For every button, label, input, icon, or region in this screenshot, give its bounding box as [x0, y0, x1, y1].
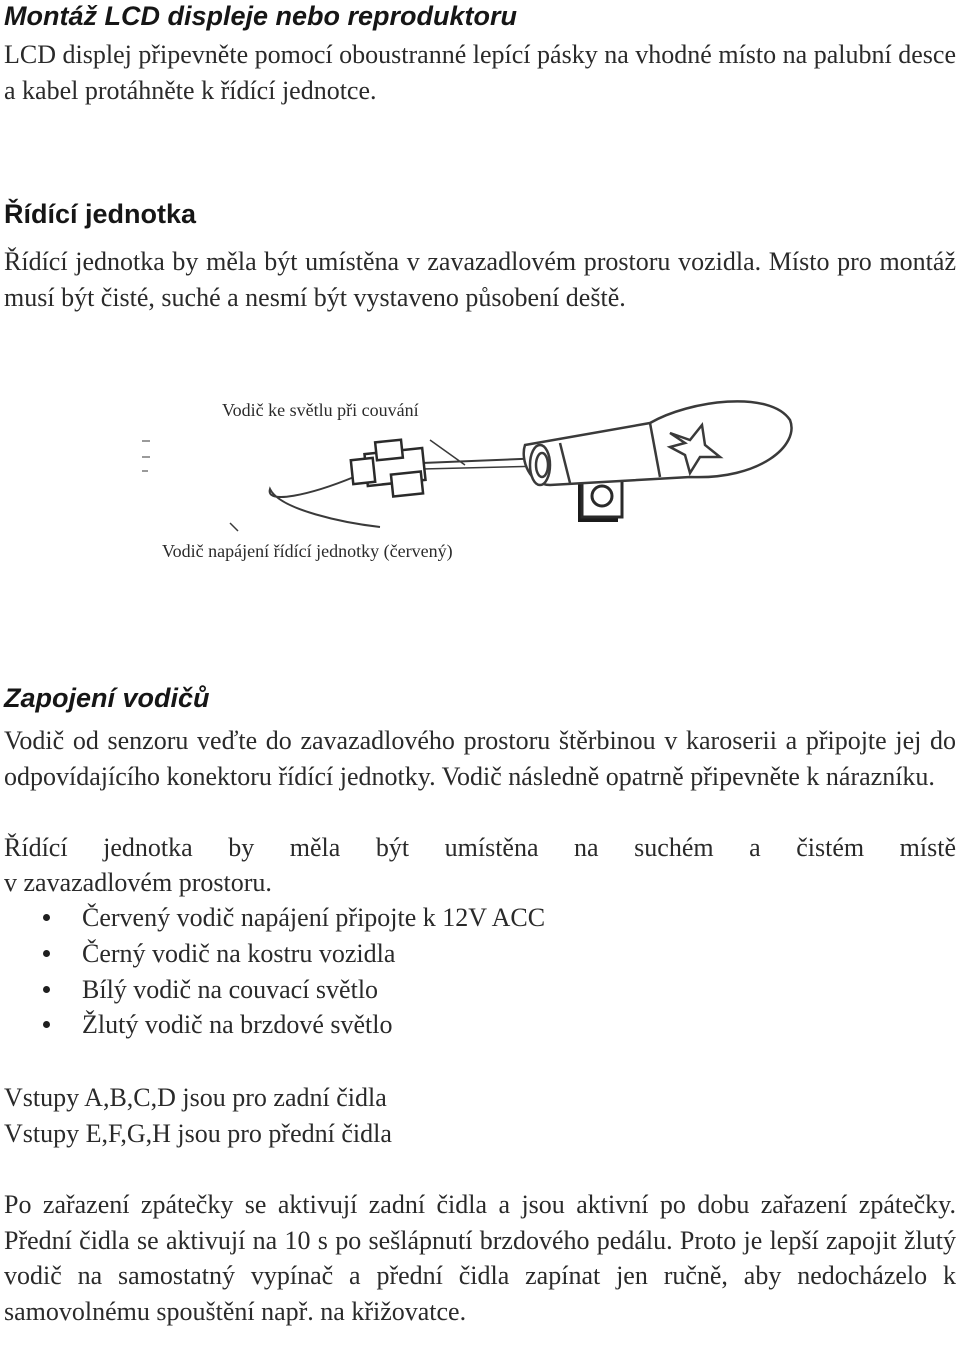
- power-wire: [270, 477, 380, 527]
- inputs-front-text: Vstupy E,F,G,H jsou pro přední čidla: [4, 1119, 392, 1148]
- label-power-wire: Vodič napájení řídící jednotky (červený): [162, 541, 453, 561]
- heading-control-unit: Řídící jednotka: [4, 199, 197, 229]
- paragraph-sensor-activation: Po zařazení zpátečky se aktivují zadní čidla a jsou aktivní po dobu zařazení zpátečky. Přední čidla se aktivují na 10 s po sešlápnutí brzdového pedálu. Proto je lepší zapojit žlutý vodič na samostatný vypínač a přední čidla zapínat jen ručně, aby nedocházelo k samovolnému spouštění např. na křižovatce.: [4, 1190, 956, 1326]
- list-item-text: Černý vodič na kostru vozidla: [82, 938, 396, 968]
- list-item: [40, 900, 545, 936]
- list-item: [40, 972, 545, 1008]
- paragraph-control-unit: Řídící jednotka by měla být umístěna v zavazadlovém prostoru vozidla. Místo pro montáž musí být čisté, suché a nesmí být vystaveno působení deště.: [4, 247, 956, 312]
- paragraph-wiring-2-line2: v zavazadlovém prostoru.: [4, 868, 272, 897]
- heading-lcd-mounting: Montáž LCD displeje nebo reproduktoru: [4, 1, 518, 31]
- list-item-text: Žlutý vodič na brzdové světlo: [82, 1010, 393, 1040]
- inputs-rear-text: Vstupy A,B,C,D jsou pro zadní čidla: [4, 1083, 387, 1112]
- paragraph-wiring-2-line1: Řídící jednotka by měla být umístěna na suchém a čistém místě: [4, 833, 956, 862]
- bullet-icon: [43, 986, 50, 993]
- list-item: [40, 1007, 545, 1043]
- splice-connector: [351, 440, 426, 497]
- list-item-text: Červený vodič napájení připojte k 12V ACC: [82, 903, 546, 932]
- list-item-text: Bílý vodič na couvací světlo: [82, 974, 379, 1004]
- light-bulb: [524, 401, 792, 485]
- paragraph-lcd-mounting: LCD displej připevněte pomocí oboustranné lepící pásky na vhodné místo na palubní desce a kabel protáhněte k řídící jednotce.: [4, 40, 956, 105]
- label-reverse-light-wire: Vodič ke světlu při couvání: [222, 400, 419, 420]
- diagram-left-marks: [142, 441, 150, 471]
- bullet-icon: [43, 914, 50, 921]
- paragraph-wiring-1: Vodič od senzoru veďte do zavazadlového prostoru štěrbinou v karoserii a připojte jej do odpovídajícího konektoru řídící jednotky. Vodič následně opatrně připevněte k nárazníku.: [4, 726, 956, 791]
- bullet-icon: [43, 950, 50, 957]
- bullet-icon: [43, 1021, 50, 1028]
- power-wire-end: [230, 523, 238, 531]
- heading-wiring: Zapojení vodičů: [4, 683, 210, 713]
- wire-color-list: [40, 900, 545, 1043]
- list-item: [40, 936, 545, 972]
